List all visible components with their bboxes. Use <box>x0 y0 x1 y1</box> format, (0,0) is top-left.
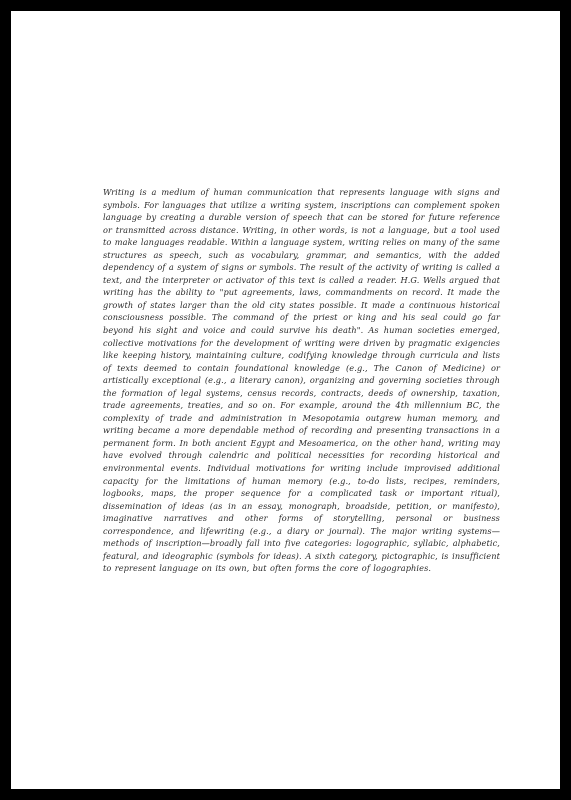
body-paragraph: Writing is a medium of human communication that represents language with signs and symbols. For languages that utilize a writing system, inscriptions can complement spoken language by creating a durable version of speech that can be stored for future reference or transmitted across distance. Writing, in other words, is not a language, but a tool used to make languages readable. Within a language system, writing relies on many of the same structures as speech, such as vocabulary, grammar, and semantics, with the added dependency of a system of signs or symbols. The result of the activity of writing is called a text, and the interpreter or activator of this text is called a reader. H.G. Wells argued that writing has the ability to "put agreements, laws, commandments on record. It made the growth of states larger than the old city states possible. It made a continuous historical consciousness possible. The command of the priest or king and his seal could go far beyond his sight and voice and could survive his death". As human societies emerged, collective motivations for the development of writing were driven by pragmatic exigencies like keeping history, maintaining culture, codifying knowledge through curricula and lists of texts deemed to contain foundational knowledge (e.g., The Canon of Medicine) or artistically exceptional (e.g., a literary canon), organizing and governing societies through the formation of legal systems, census records, contracts, deeds of ownership, taxation, trade agreements, treaties, and so on. For example, around the 4th millennium BC, the complexity of trade and administration in Mesopotamia outgrew human memory, and writing became a more dependable method of recording and presenting transactions in a permanent form. In both ancient Egypt and Mesoamerica, on the other hand, writing may have evolved through calendric and political necessities for recording historical and environmental events. Individual motivations for writing include improvised additional capacity for the limitations of human memory (e.g., to-do lists, recipes, reminders, logbooks, maps, the proper sequence for a complicated task or important ritual), dissemination of ideas (as in an essay, monograph, broadside, petition, or manifesto), imaginative narratives and other forms of storytelling, personal or business correspondence, and lifewriting (e.g., a diary or journal). The major writing systems—methods of inscription—broadly fall into five categories: logographic, syllabic, alphabetic, featural, and ideographic (symbols for ideas). A sixth category, pictographic, is insufficient to represent language on its own, but often forms the core of logographies. <box>103 187 500 574</box>
